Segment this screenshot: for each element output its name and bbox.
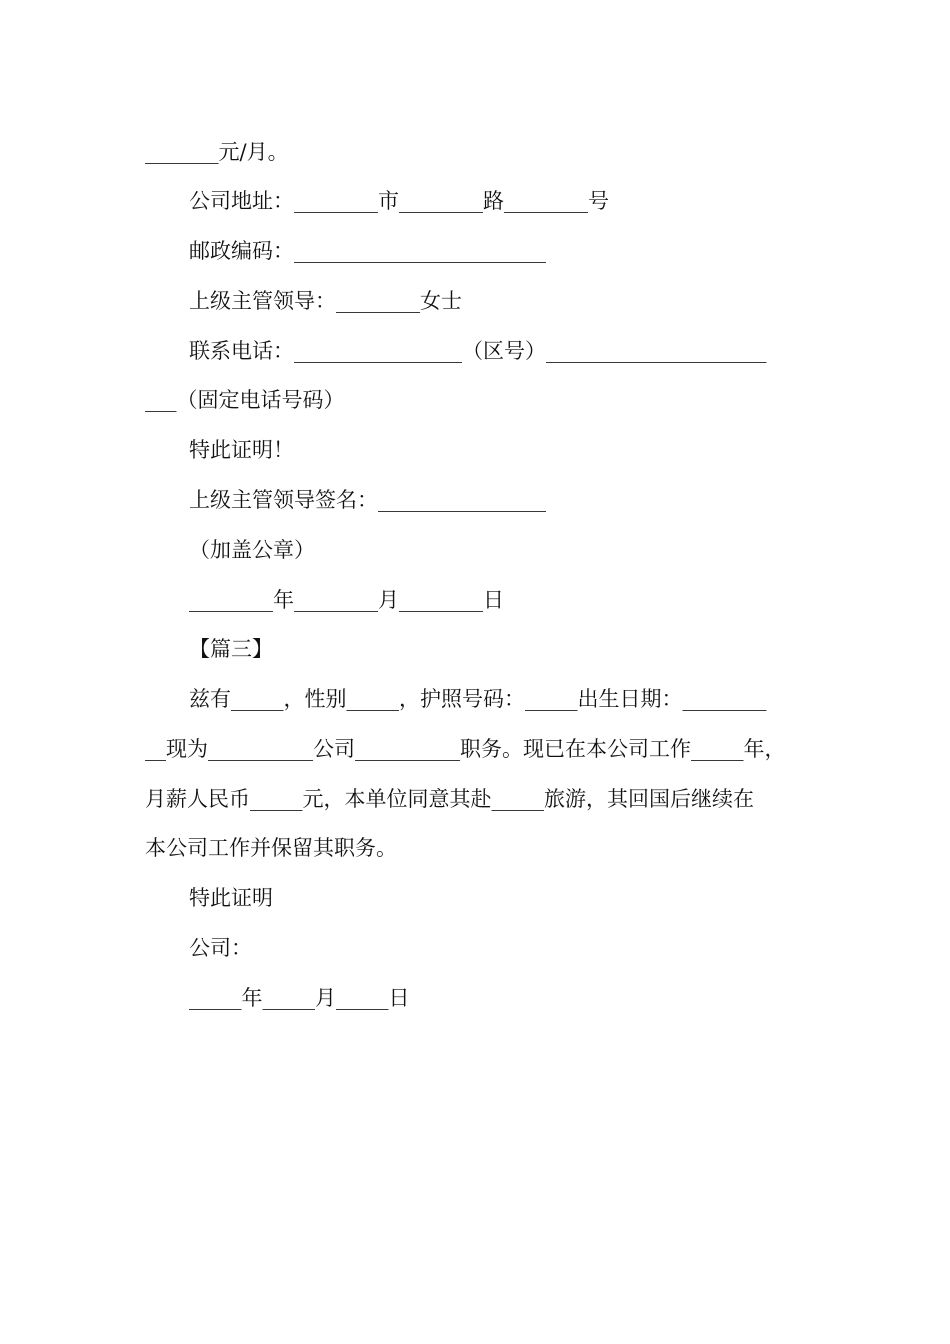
company-address-line: 公司地址：________市________路________号 [189, 189, 609, 213]
date-line: ________年________月________日 [189, 588, 504, 612]
body-paragraph-line-4: 本公司工作并保留其职务。 [145, 836, 397, 860]
phone-line: 联系电话：________________（区号）_____________________ [189, 339, 767, 363]
body-paragraph-line-1: 兹有_____，性别_____，护照号码：_____出生日期：________ [189, 687, 767, 711]
certify-line-2: 特此证明 [189, 886, 273, 910]
certify-line: 特此证明！ [189, 438, 294, 462]
supervisor-line: 上级主管领导：________女士 [189, 289, 462, 313]
postal-code-line: 邮政编码：________________________ [189, 239, 546, 263]
company-line: 公司： [189, 936, 252, 960]
body-paragraph-line-3: 月薪人民币_____元，本单位同意其赴_____旅游，其回国后继续在 [145, 787, 754, 811]
official-seal-line: （加盖公章） [189, 538, 315, 562]
section-heading: 【篇三】 [189, 637, 273, 661]
phone-line-continued: ___（固定电话号码） [145, 388, 345, 412]
supervisor-signature-line: 上级主管领导签名：________________ [189, 488, 546, 512]
body-paragraph-line-2: __现为__________公司__________职务。现已在本公司工作_____年， [145, 737, 786, 761]
salary-line: _______元/月。 [145, 140, 289, 164]
date-line-2: _____年_____月_____日 [189, 986, 410, 1010]
